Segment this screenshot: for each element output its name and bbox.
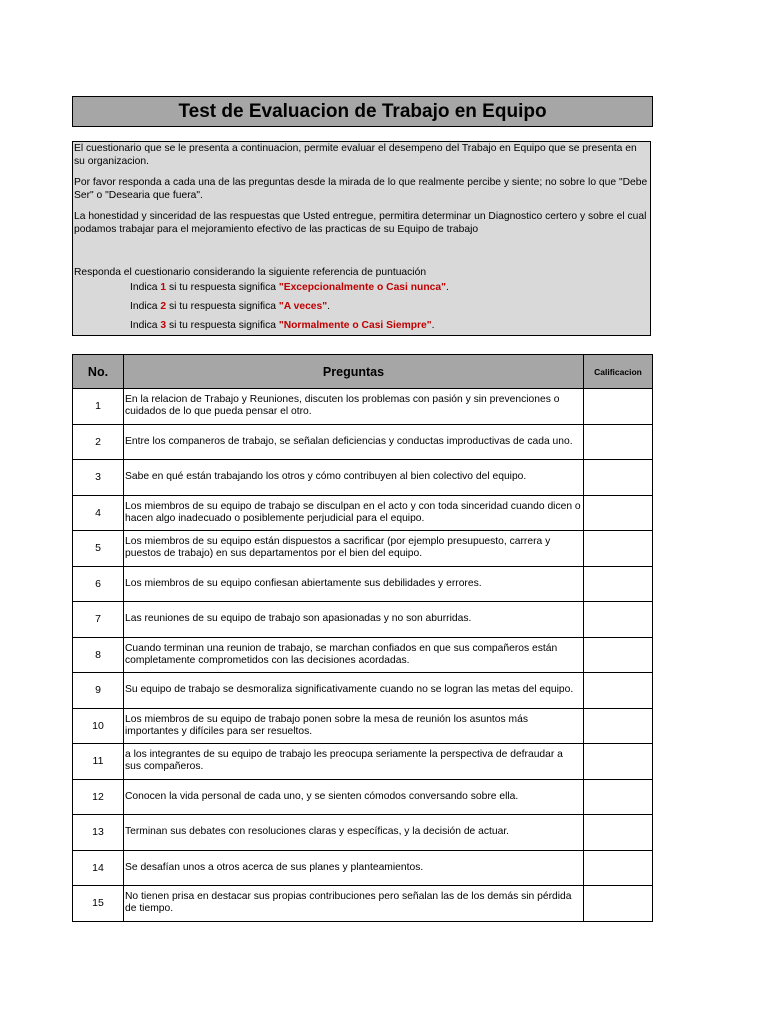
scale-meaning: "Normalmente o Casi Siempre" [278, 320, 432, 331]
column-header-score: Calificacion [584, 355, 653, 389]
scale-meaning: "A veces" [278, 301, 328, 312]
question-text: Entre los companeros de trabajo, se señalan deficiencias y conductas improductivas de cada uno. [124, 424, 584, 460]
score-cell[interactable] [584, 531, 653, 567]
questions-table [72, 354, 653, 922]
column-header-questions: Preguntas [124, 355, 584, 389]
scale-line-3 [130, 320, 435, 333]
score-cell[interactable] [584, 886, 653, 922]
scale-meaning: "Excepcionalmente o Casi nunca" [278, 282, 446, 293]
question-number: 11 [73, 744, 124, 780]
score-cell[interactable] [584, 815, 653, 851]
score-cell[interactable] [584, 744, 653, 780]
table-row [73, 460, 653, 496]
question-number: 5 [73, 531, 124, 567]
table-row [73, 602, 653, 638]
question-number: 7 [73, 602, 124, 638]
question-text: Los miembros de su equipo están dispuestos a sacrificar (por ejemplo presupuesto, carrera y puestos de trabajo) en sus departamentos por el bien del equipo. [124, 531, 584, 567]
question-number: 3 [73, 460, 124, 496]
scale-end: . [445, 282, 449, 293]
question-text: Su equipo de trabajo se desmoraliza significativamente cuando no se logran las metas del equipo. [124, 673, 584, 709]
question-number: 14 [73, 850, 124, 886]
question-number: 15 [73, 886, 124, 922]
table-row [73, 566, 653, 602]
question-number: 8 [73, 637, 124, 673]
question-text: Los miembros de su equipo de trabajo ponen sobre la mesa de reunión los asuntos más importantes y difíciles para ser resueltos. [124, 708, 584, 744]
question-text: a los integrantes de su equipo de trabajo les preocupa seriamente la perspectiva de defraudar a sus compañeros. [124, 744, 584, 780]
question-number: 10 [73, 708, 124, 744]
column-header-no: No. [73, 355, 124, 389]
table-row [73, 744, 653, 780]
score-cell[interactable] [584, 495, 653, 531]
scale-prefix: Indica [130, 301, 161, 312]
question-text: Los miembros de su equipo de trabajo se disculpan en el acto y con toda sinceridad cuando dicen o hacen algo inadecuado o posiblemente perjudicial para el equipo. [124, 495, 584, 531]
page-title: Test de Evaluacion de Trabajo en Equipo [72, 96, 653, 127]
scale-number: 3 [160, 320, 167, 331]
table-row [73, 389, 653, 425]
scale-line-2 [130, 301, 330, 314]
question-text: Los miembros de su equipo confiesan abiertamente sus debilidades y errores. [124, 566, 584, 602]
score-cell[interactable] [584, 708, 653, 744]
table-row [73, 495, 653, 531]
intro-paragraph-4: Responda el cuestionario considerando la siguiente referencia de puntuación [74, 267, 427, 278]
scale-end: . [431, 320, 435, 331]
question-text: No tienen prisa en destacar sus propias contribuciones pero señalan las de los demás sin pérdida de tiempo. [124, 886, 584, 922]
scale-prefix: Indica [130, 282, 161, 293]
table-header-row [73, 355, 653, 389]
scale-number: 1 [160, 282, 167, 293]
table-row [73, 815, 653, 851]
intro-paragraph-2: Por favor responda a cada una de las preguntas desde la mirada de lo que realmente percibe y siente; no sobre lo que "Debe Ser" o "Desearia que fuera". [74, 177, 648, 201]
score-cell[interactable] [584, 850, 653, 886]
score-cell[interactable] [584, 779, 653, 815]
question-text: En la relacion de Trabajo y Reuniones, discuten los problemas con pasión y sin prevenciones o cuidados de lo que pueda pensar el otro. [124, 389, 584, 425]
score-cell[interactable] [584, 602, 653, 638]
table-row [73, 850, 653, 886]
table-row [73, 886, 653, 922]
table-row [73, 637, 653, 673]
question-text: Las reuniones de su equipo de trabajo son apasionadas y no son aburridas. [124, 602, 584, 638]
score-cell[interactable] [584, 673, 653, 709]
intro-paragraph-3: La honestidad y sinceridad de las respuestas que Usted entregue, permitira determinar un Diagnostico certero y sobre el cual podamos trabajar para el mejoramiento efectivo de las practicas de su Equipo de trabajo [74, 211, 647, 235]
table-row [73, 779, 653, 815]
question-number: 2 [73, 424, 124, 460]
question-text: Se desafían unos a otros acerca de sus planes y planteamientos. [124, 850, 584, 886]
question-text: Conocen la vida personal de cada uno, y se sienten cómodos conversando sobre ella. [124, 779, 584, 815]
question-number: 13 [73, 815, 124, 851]
table-row [73, 424, 653, 460]
scale-line-1 [130, 282, 449, 295]
question-number: 1 [73, 389, 124, 425]
table-row [73, 531, 653, 567]
scale-end: . [327, 301, 331, 312]
score-cell[interactable] [584, 460, 653, 496]
intro-paragraph-1: El cuestionario que se le presenta a continuacion, permite evaluar el desempeno del Trabajo en Equipo que se presenta en su organizacion. [74, 143, 637, 167]
question-text: Sabe en qué están trabajando los otros y cómo contribuyen al bien colectivo del equipo. [124, 460, 584, 496]
question-number: 9 [73, 673, 124, 709]
scale-prefix: Indica [130, 320, 161, 331]
scale-number: 2 [160, 301, 167, 312]
question-number: 4 [73, 495, 124, 531]
table-row [73, 673, 653, 709]
question-text: Terminan sus debates con resoluciones claras y específicas, y la decisión de actuar. [124, 815, 584, 851]
scale-mid: si tu respuesta significa [166, 320, 279, 331]
score-cell[interactable] [584, 566, 653, 602]
scale-mid: si tu respuesta significa [166, 282, 279, 293]
scale-mid: si tu respuesta significa [166, 301, 279, 312]
score-cell[interactable] [584, 389, 653, 425]
question-number: 6 [73, 566, 124, 602]
score-cell[interactable] [584, 637, 653, 673]
instructions-panel [72, 141, 651, 336]
table-row [73, 708, 653, 744]
question-number: 12 [73, 779, 124, 815]
question-text: Cuando terminan una reunion de trabajo, se marchan confiados en que sus compañeros están completamente comprometidos con las decisiones acordadas. [124, 637, 584, 673]
score-cell[interactable] [584, 424, 653, 460]
